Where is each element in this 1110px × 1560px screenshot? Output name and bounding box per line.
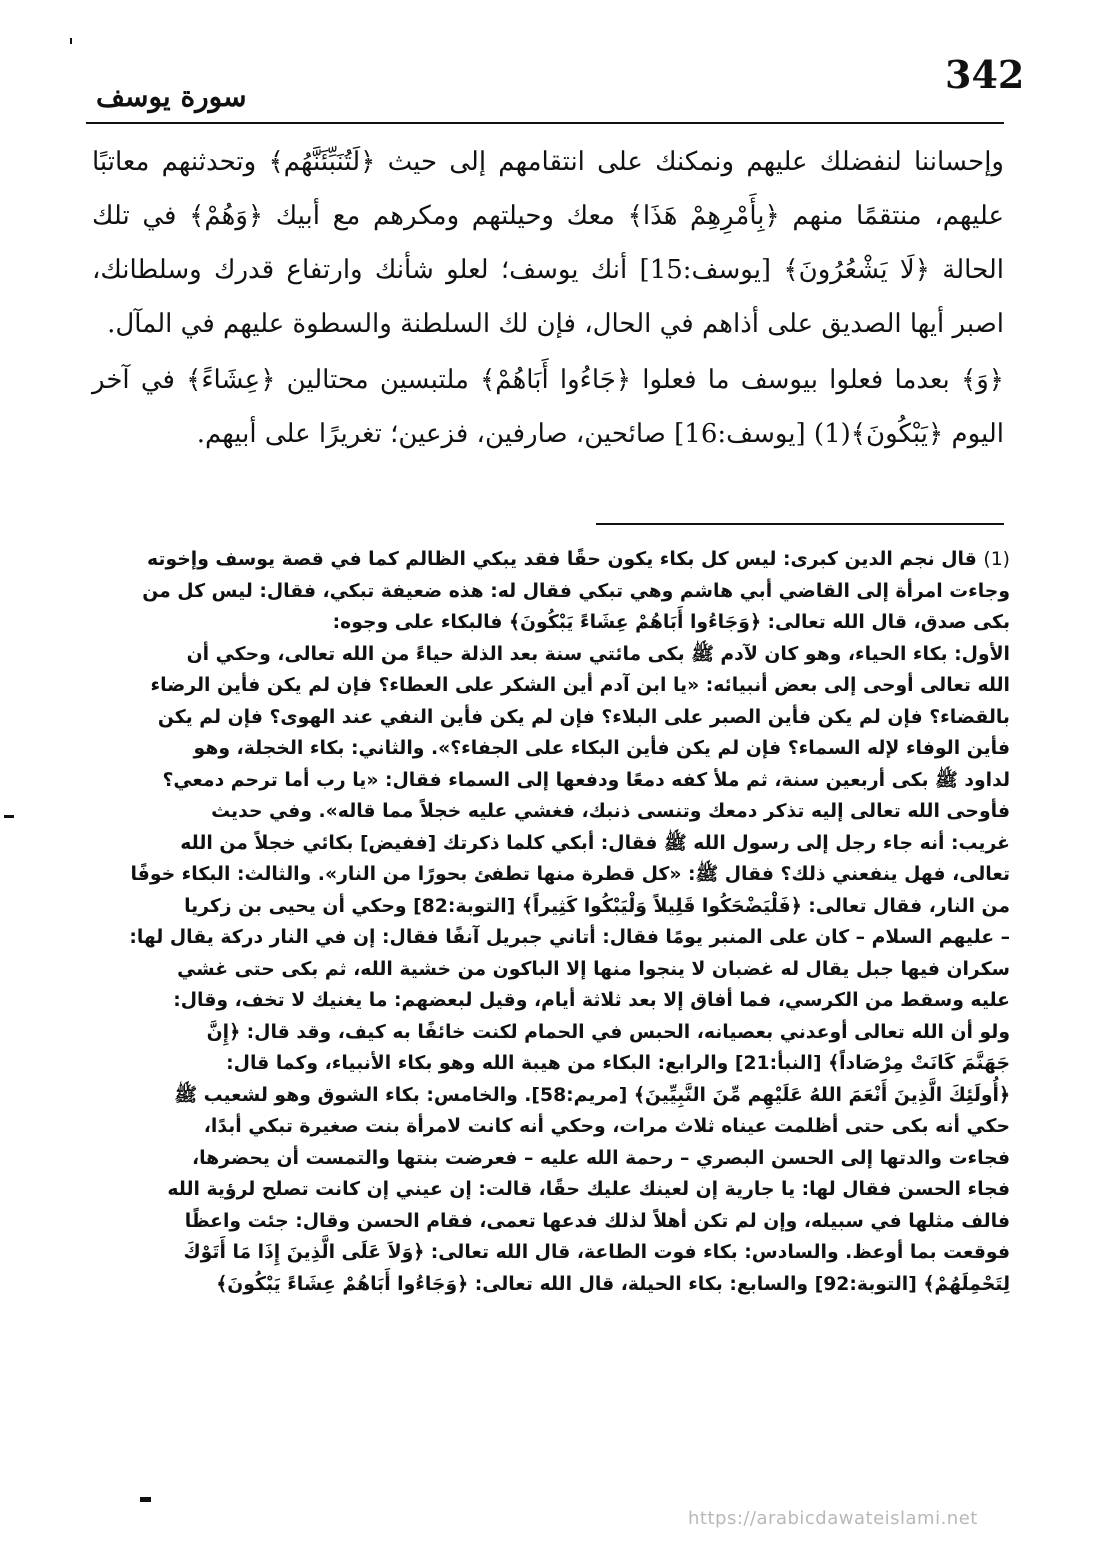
- footnote: [98, 544, 1010, 1300]
- footnote-line: بالقضاء؟ فإن لم يكن فأين الصبر على البلاء؟ فإن لم يكن فأين النفي عند الهوى؟ فإن لم يكن: [157, 706, 1010, 728]
- footnote-line: فأين الوفاء لإله السماء؟ فإن لم يكن فأين البكاء على الجفاء؟». والثاني: بكاء الخجلة، وهو: [193, 738, 1010, 759]
- watermark-url: https://arabicdawateislami.net: [688, 1508, 978, 1529]
- footnote-line: – عليهم السلام – كان على المنبر يومًا فقال: أتاني جبريل آنفًا فقال: إن في النار دركة يقال لها:: [129, 927, 1010, 948]
- footnote-line: ولو أن الله تعالى أوعدني بعصيانه، الحبس في الحمام لكنت خائفًا به كيف، وقد قال: ﴿إِنَّ: [206, 1021, 1010, 1043]
- footnote-line: فوقعت بما أوعظ. والسادس: بكاء فوت الطاعة، قال الله تعالى: ﴿وَلاَ عَلَى الَّذِينَ إِذَا مَا أَتَوْكَ: [183, 1242, 1010, 1263]
- footnote-line: سكران فيها جبل يقال له غضبان لا ينجوا منها إلا الباكون من خشية الله، ثم بكى حتى غشي: [177, 958, 1010, 980]
- header-divider: [86, 122, 1004, 124]
- main-text: [92, 135, 1004, 461]
- scan-mark: [140, 1497, 151, 1502]
- footnote-marker: (1): [983, 549, 1010, 570]
- scan-mark: [70, 38, 72, 44]
- surah-title: سورة يوسف: [96, 80, 247, 113]
- footnote-line: وجاءت امرأة إلى القاضي أبي هاشم وهي تبكي فقال له: هذه ضعيفة تبكي، فقال: ليس كل من: [142, 580, 1010, 602]
- footnote-line: الله تعالى أوحى إلى بعض أنبيائه: «يا ابن آدم أين الشكر على العطاء؟ فإن لم يكن فأين الرضاء: [150, 675, 1010, 696]
- footnote-line: ﴿أُولَئِكَ الَّذِينَ أَنْعَمَ اللهُ عَلَيْهِم مِّنَ النَّبِيِّينَ﴾ [مريم:58]. والخامس: بكاء الشوق وهو لشعيب ﷺ: [174, 1084, 1010, 1106]
- footnote-line: عليه وسقط من الكرسي، فما أفاق إلا بعد ثلاثة أيام، وقيل لبعضهم: ما يغنيك لا تخف، وقال:: [173, 990, 1010, 1011]
- footnote-line: فجاء الحسن فقال لها: يا جارية إن لعينك عليك حقًا، قالت: إن عيني إن كانت تصلح لرؤية الله: [167, 1179, 1010, 1200]
- footnote-line: من النار، فقال تعالى: ﴿فَلْيَضْحَكُوا قَلِيلاً وَلْيَبْكُوا كَثِيراً﴾ [التوبة:82] وحكي أن يحيى بن زكريا: [184, 895, 1010, 917]
- footnote-line: بكى صدق، قال الله تعالى: ﴿وَجَاءُوا أَبَاهُمْ عِشَاءً يَبْكُونَ﴾ فالبكاء على وجوه:: [332, 612, 1010, 633]
- footnote-line: فالف مثلها في سبيله، وإن لم تكن أهلاً لذلك فدعها تعمى، فقام الحسن وقال: جئت واعظًا: [184, 1210, 1010, 1232]
- footnote-line: فأوحى الله تعالى إليه تذكر دمعك وتنسى ذنبك، فغشي عليه خجلاً مما قاله». وفي حديث: [211, 801, 1010, 822]
- scan-mark: [4, 815, 14, 818]
- footnote-line: فجاءت والدتها إلى الحسن البصري – رحمة الله عليه – فعرضت بنتها والتمست أن يحضرها،: [191, 1147, 1010, 1169]
- footnote-line: [98, 544, 1010, 576]
- footnote-line: الأول: بكاء الحياء، وهو كان لآدم ﷺ بكى مائتي سنة بعد الذلة حياءً من الله تعالى، وحكي أن: [186, 643, 1010, 665]
- footnote-line: جَهَنَّمَ كَانَتْ مِرْصَاداً﴾ [النبأ:21] والرابع: البكاء من هيبة الله وهو بكاء الأنبياء، وكما قال:: [226, 1053, 1010, 1074]
- paragraph: ﴿وَ﴾ بعدما فعلوا بيوسف ما فعلوا ﴿جَاءُوا أَبَاهُمْ﴾ ملتبسين محتالين ﴿عِشَاءً﴾ في آخر اليوم ﴿يَبْكُونَ﴾(1) [يوسف:16] صائحين، صارفين، فزعين؛ تغريرًا على أبيهم.: [92, 365, 1004, 449]
- footnote-separator: [596, 523, 1004, 525]
- page-number: 342: [945, 52, 1025, 97]
- footnote-line: لِتَحْمِلَهُمْ﴾ [التوبة:92] والسابع: بكاء الحيلة، قال الله تعالى: ﴿وَجَاءُوا أَبَاهُمْ عِشَاءً يَبْكُونَ﴾: [216, 1273, 1010, 1295]
- paragraph: وإحساننا لنفضلك عليهم ونمكنك على انتقامهم إلى حيث ﴿لَتُنَبِّئَنَّهُم﴾ وتحدثنهم معاتبًا عليهم، منتقمًا منهم ﴿بِأَمْرِهِمْ هَذَا﴾ معك وحيلتهم ومكرهم مع أبيك ﴿وَهُمْ﴾ في تلك الحالة ﴿لَا يَشْعُرُونَ﴾ [يوسف:15] أنك يوسف؛ لعلو شأنك وارتفاع قدرك وسلطانك، اصبر أيها الصديق على أذاهم في الحال، فإن لك السلطنة والسطوة عليهم في المآل.: [92, 147, 1004, 339]
- footnote-line: حكي أنه بكى حتى أظلمت عيناه ثلاث مرات، وحكي أنه كانت لامرأة بنت صغيرة تبكي أبدًا،: [203, 1116, 1010, 1137]
- footnote-text: قال نجم الدين كبرى: ليس كل بكاء يكون حقًا فقد يبكي الظالم كما في قصة يوسف وإخوته: [147, 549, 977, 570]
- footnote-line: لداود ﷺ بكى أربعين سنة، ثم ملأ كفه دمعًا ودفعها إلى السماء فقال: «يا رب أما ترحم دمعي؟: [162, 769, 1010, 791]
- footnote-line: تعالى، فهل ينفعني ذلك؟ فقال ﷺ: «كل قطرة منها تطفئ بحورًا من النار». والثالث: البكاء خوفًا: [130, 864, 1010, 885]
- footnote-line: غريب: أنه جاء رجل إلى رسول الله ﷺ فقال: أبكي كلما ذكرتك [ففيض] بكائي خجلاً من الله: [180, 832, 1010, 854]
